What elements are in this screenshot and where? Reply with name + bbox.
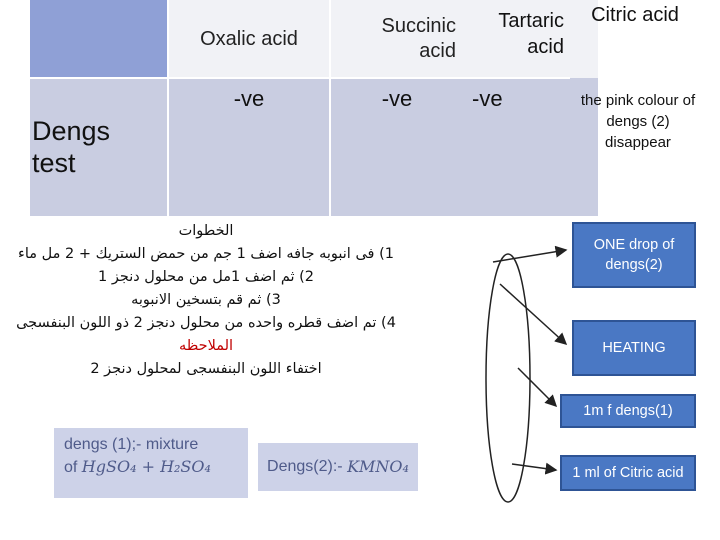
flow-step-dengs1: 1m f dengs(1) <box>560 394 696 428</box>
flow-step-heating: HEATING <box>572 320 696 376</box>
flow-step-citric: 1 ml of Citric acid <box>560 455 696 491</box>
step-item: 1) فى انبوبه جافه اضف 1 جم من حمض الستريك + 2 مل ماء <box>18 246 394 262</box>
reagent-dengs1-formula-line <box>64 456 238 479</box>
step-item: 2) ثم اضف 1مل من محلول دنجز 1 <box>97 269 315 285</box>
header-tartaric-acid: Tartaric acid <box>498 10 564 58</box>
observation-text: اختفاء اللون البنفسجى لمحلول دنجز 2 <box>90 361 322 377</box>
result-citric: the pink colour of dengs (2) disappear <box>580 92 696 151</box>
arrow-to-dengs1 <box>518 368 556 406</box>
observation-label: الملاحظه <box>178 338 234 354</box>
arrow-to-citric <box>512 464 556 470</box>
step-item: 3) ثم قم بتسخين الانبوبه <box>131 292 281 308</box>
header-citric-acid: Citric acid <box>591 4 679 26</box>
reagent-dengs1-label: dengs (1);- mixture <box>64 436 199 453</box>
flow-step-dengs2: ONE drop of dengs(2) <box>572 222 696 288</box>
reagent-dengs1-formula: HgSO₄ + H₂SO₄ <box>81 456 211 476</box>
result-value: -ve <box>381 86 413 111</box>
result-value: -ve <box>472 86 503 111</box>
row-label: Dengs test <box>32 115 111 178</box>
step-item: 4) تم اضف قطره واحده من محلول دنجز 2 ذو اللون البنفسجى <box>16 315 396 331</box>
reagent-dengs1-box <box>54 428 248 498</box>
reagent-dengs2-formula: KMNO₄ <box>347 457 409 477</box>
reagent-dengs2-box <box>258 443 418 491</box>
result-value: -ve <box>233 86 265 111</box>
header-label: Oxalic acid <box>200 27 298 50</box>
reagent-dengs1-prefix: of <box>64 458 78 476</box>
steps-heading: الخطوات <box>178 223 234 239</box>
header-label: Succinic acid <box>381 15 456 62</box>
reagent-dengs2-label: Dengs(2):- <box>267 458 343 476</box>
arrow-to-heating <box>500 284 566 344</box>
